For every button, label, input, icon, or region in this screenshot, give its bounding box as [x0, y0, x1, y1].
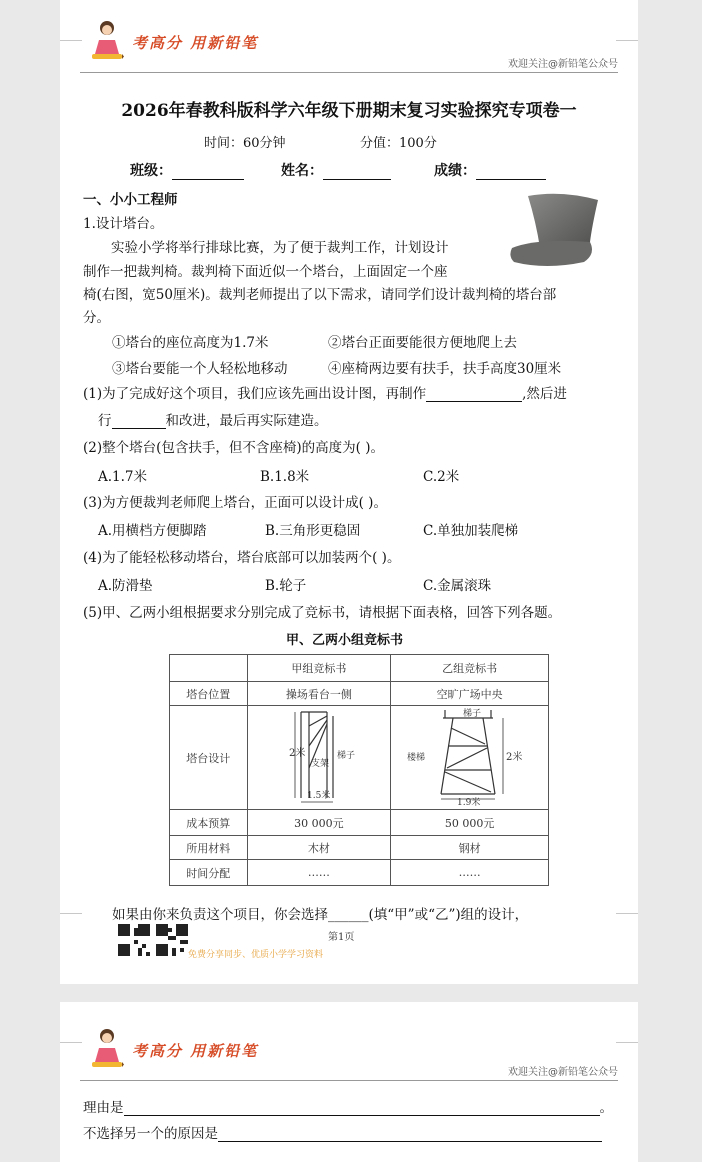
reason-line[interactable]: 理由是 。	[83, 1100, 613, 1116]
height-label: 2米	[505, 752, 523, 763]
height-label: 2米	[288, 748, 306, 759]
crop-mark	[60, 40, 82, 63]
requirement-1: ①塔台的座位高度为1.7米	[112, 335, 269, 351]
requirement-2: ②塔台正面要能很方便地爬上去	[328, 335, 517, 351]
intro-line: 制作一把裁判椅。裁判椅下面近似一个塔台，上面固定一个座	[83, 264, 448, 280]
section-heading: 一、小小工程师	[83, 192, 178, 208]
question-4: (4)为了能轻松移动塔台，塔台底部可以加装两个( )。	[83, 550, 401, 566]
exam-score: 分值：100分	[360, 136, 437, 151]
crop-mark	[60, 1042, 82, 1065]
question-5-follow: 如果由你来负责这个项目，你会选择______(填“甲”或“乙”)组的设计，	[112, 907, 529, 923]
intro-line: 实验小学将举行排球比赛，为了便于裁判工作，计划设计	[111, 240, 449, 256]
class-field[interactable]: 班级：	[130, 160, 244, 180]
girl-pencil-logo-icon	[90, 18, 124, 62]
question-1-cont: 行 和改进，最后再实际建造。	[98, 413, 328, 429]
question-3: (3)为方便裁判老师爬上塔台，正面可以设计成( )。	[83, 495, 387, 511]
intro-line: 椅(右图，宽50厘米)。裁判老师提出了以下需求，请同学们设计裁判椅的塔台部	[83, 287, 557, 303]
table-cell: ……	[247, 860, 391, 886]
option-c[interactable]: C.2米	[423, 469, 460, 485]
intro-line: 分。	[83, 310, 110, 326]
brace-label: 支架	[310, 759, 329, 769]
top-label: 梯子	[462, 709, 481, 719]
row-label: 塔台设计	[170, 706, 248, 810]
question-5: (5)甲、乙两小组根据要求分别完成了竞标书，请根据下面表格，回答下列各题。	[83, 605, 562, 621]
page-2	[60, 1002, 638, 1162]
question-2: (2)整个塔台(包含扶手，但不含座椅)的高度为( )。	[83, 440, 384, 456]
page-number: 第1页	[328, 932, 355, 943]
qr-code-icon	[156, 924, 188, 956]
header-wechat-note: 欢迎关注@新铅笔公众号	[508, 1067, 618, 1078]
page-header	[80, 1026, 618, 1081]
exam-time: 时间：60分钟	[204, 136, 286, 151]
footer-slogan: 免费分享同步、优质小学学习资料	[188, 950, 324, 960]
ladder-label: 梯子	[336, 751, 355, 761]
table-header: 乙组竞标书	[391, 655, 549, 682]
crop-mark	[616, 1042, 638, 1065]
option-a[interactable]: A.用横档方便脚踏	[98, 523, 207, 539]
table-cell: 操场看台一侧	[247, 682, 391, 706]
table-cell: 空旷广场中央	[391, 682, 549, 706]
row-label: 时间分配	[170, 860, 248, 886]
page-header	[80, 18, 618, 73]
table-cell: ……	[391, 860, 549, 886]
table-header: 甲组竞标书	[247, 655, 391, 682]
logo-text: 考高分 用新铅笔	[132, 1042, 259, 1060]
girl-pencil-logo-icon	[90, 1026, 124, 1070]
row-label: 所用材料	[170, 836, 248, 860]
table-cell: 木材	[247, 836, 391, 860]
seat-image-icon	[506, 192, 606, 270]
tower-a-diagram	[249, 706, 389, 806]
requirement-3: ③塔台要能一个人轻松地移动	[112, 361, 288, 377]
option-c[interactable]: C.单独加装爬梯	[423, 523, 519, 539]
tower-b-diagram	[395, 706, 545, 806]
qr-code-icon	[118, 924, 150, 956]
design-cell-a	[247, 706, 391, 810]
question-1: (1)为了完成好这个项目，我们应该先画出设计图，再制作 ,然后进	[83, 386, 567, 402]
option-b[interactable]: B.三角形更稳固	[265, 523, 361, 539]
header-wechat-note: 欢迎关注@新铅笔公众号	[508, 59, 618, 70]
question-title: 1.设计塔台。	[83, 216, 164, 232]
table-cell: 30 000元	[247, 810, 391, 836]
table-title: 甲、乙两小组竞标书	[286, 633, 404, 648]
exam-title: 2026年春教科版科学六年级下册期末复习实验探究专项卷一	[121, 101, 577, 121]
width-label: 1.9米	[456, 798, 480, 806]
option-b[interactable]: B.轮子	[265, 578, 307, 594]
design-cell-b	[391, 706, 549, 810]
name-field[interactable]: 姓名：	[281, 160, 391, 180]
width-label: 1.5米	[306, 791, 331, 801]
stairs-label: 楼梯	[406, 753, 425, 763]
crop-mark	[616, 913, 638, 936]
option-c[interactable]: C.金属滚珠	[423, 578, 492, 594]
requirement-4: ④座椅两边要有扶手，扶手高度30厘米	[328, 361, 562, 377]
logo-text: 考高分 用新铅笔	[132, 34, 259, 52]
bid-table	[169, 654, 549, 886]
grade-field[interactable]: 成绩：	[434, 160, 546, 180]
crop-mark	[60, 913, 82, 936]
option-b[interactable]: B.1.8米	[260, 469, 310, 485]
other-reason-line[interactable]: 不选择另一个的原因是	[83, 1122, 602, 1142]
page-1	[60, 0, 638, 984]
crop-mark	[616, 40, 638, 63]
option-a[interactable]: A.防滑垫	[98, 578, 153, 594]
row-label: 塔台位置	[170, 682, 248, 706]
table-cell: 钢材	[391, 836, 549, 860]
table-cell: 50 000元	[391, 810, 549, 836]
table-corner	[170, 655, 248, 682]
row-label: 成本预算	[170, 810, 248, 836]
option-a[interactable]: A.1.7米	[98, 469, 148, 485]
